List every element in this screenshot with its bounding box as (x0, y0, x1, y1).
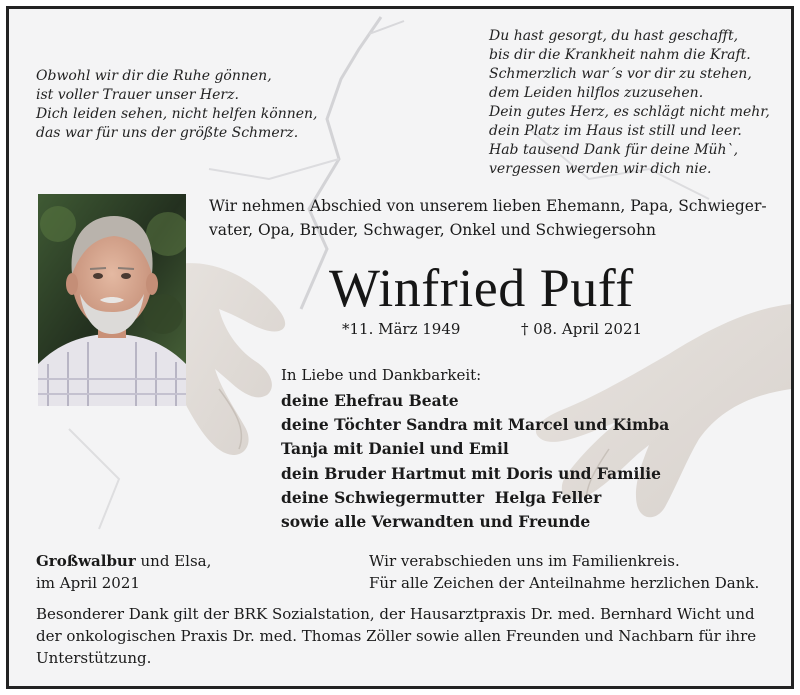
poem-right-line: bis dir die Krankheit nahm die Kraft. (489, 47, 751, 63)
portrait-photo (38, 194, 186, 406)
poem-right (489, 27, 770, 179)
poem-left-line: Obwohl wir dir die Ruhe gönnen, (36, 68, 272, 84)
place-town: Großwalbur (36, 552, 136, 570)
farewell-line: Wir verabschieden uns im Familienkreis. (369, 552, 680, 570)
mourner-line: dein Bruder Hartmut mit Doris und Familie (281, 463, 661, 483)
obituary-frame (6, 6, 794, 689)
mourners-heading: In Liebe und Dankbarkeit: (281, 366, 482, 384)
place-and-date (36, 550, 211, 594)
mourner-line: Tanja mit Daniel und Emil (281, 439, 509, 459)
thanks-line: der onkologischen Praxis Dr. med. Thomas Zöller sowie allen Freunden und Nachbarn für ihre (36, 627, 757, 645)
deceased-name: Winfried Puff (329, 258, 634, 318)
poem-right-line: dem Leiden hilflos zuzusehen. (489, 85, 704, 101)
intro-line: Wir nehmen Abschied von unserem lieben Ehemann, Papa, Schwieger- (209, 197, 767, 215)
poem-right-line: vergessen werden wir dich nie. (489, 161, 712, 177)
poem-left-line: Dich leiden sehen, nicht helfen können, (36, 106, 318, 122)
mourner-line: deine Ehefrau Beate (281, 391, 459, 410)
mourner-line: sowie alle Verwandten und Freunde (281, 512, 591, 532)
poem-left (36, 67, 318, 143)
poem-right-line: Hab tausend Dank für deine Müh`, (489, 142, 739, 158)
mourner-line: deine Töchter Sandra mit Marcel und Kimba (281, 415, 670, 435)
poem-right-line: Schmerzlich war´s vor dir zu stehen, (489, 66, 752, 82)
thanks-line: Besonderer Dank gilt der BRK Sozialstation, der Hausarztpraxis Dr. med. Bernhard Wicht und (36, 605, 755, 623)
death-date: † 08. April 2021 (521, 320, 643, 338)
farewell-line: Für alle Zeichen der Anteilnahme herzlichen Dank. (369, 574, 760, 592)
place-rest: und Elsa, (135, 552, 212, 570)
poem-left-line: ist voller Trauer unser Herz. (36, 87, 239, 103)
mourners-list (281, 389, 669, 534)
birth-date: *11. März 1949 (342, 320, 461, 338)
place-date: im April 2021 (36, 574, 140, 592)
intro-text (209, 194, 769, 242)
poem-right-line: Du hast gesorgt, du hast geschafft, (489, 28, 739, 44)
poem-right-line: dein Platz im Haus ist still und leer. (489, 123, 742, 139)
thanks-line: Unterstützung. (36, 649, 152, 667)
farewell-note (369, 550, 759, 594)
mourner-line: deine Schwiegermutter Helga Feller (281, 487, 602, 507)
special-thanks (36, 603, 770, 669)
poem-right-line: Dein gutes Herz, es schlägt nicht mehr, (489, 104, 770, 120)
poem-left-line: das war für uns der größte Schmerz. (36, 125, 299, 141)
intro-line: vater, Opa, Bruder, Schwager, Onkel und Schwiegersohn (209, 221, 656, 239)
